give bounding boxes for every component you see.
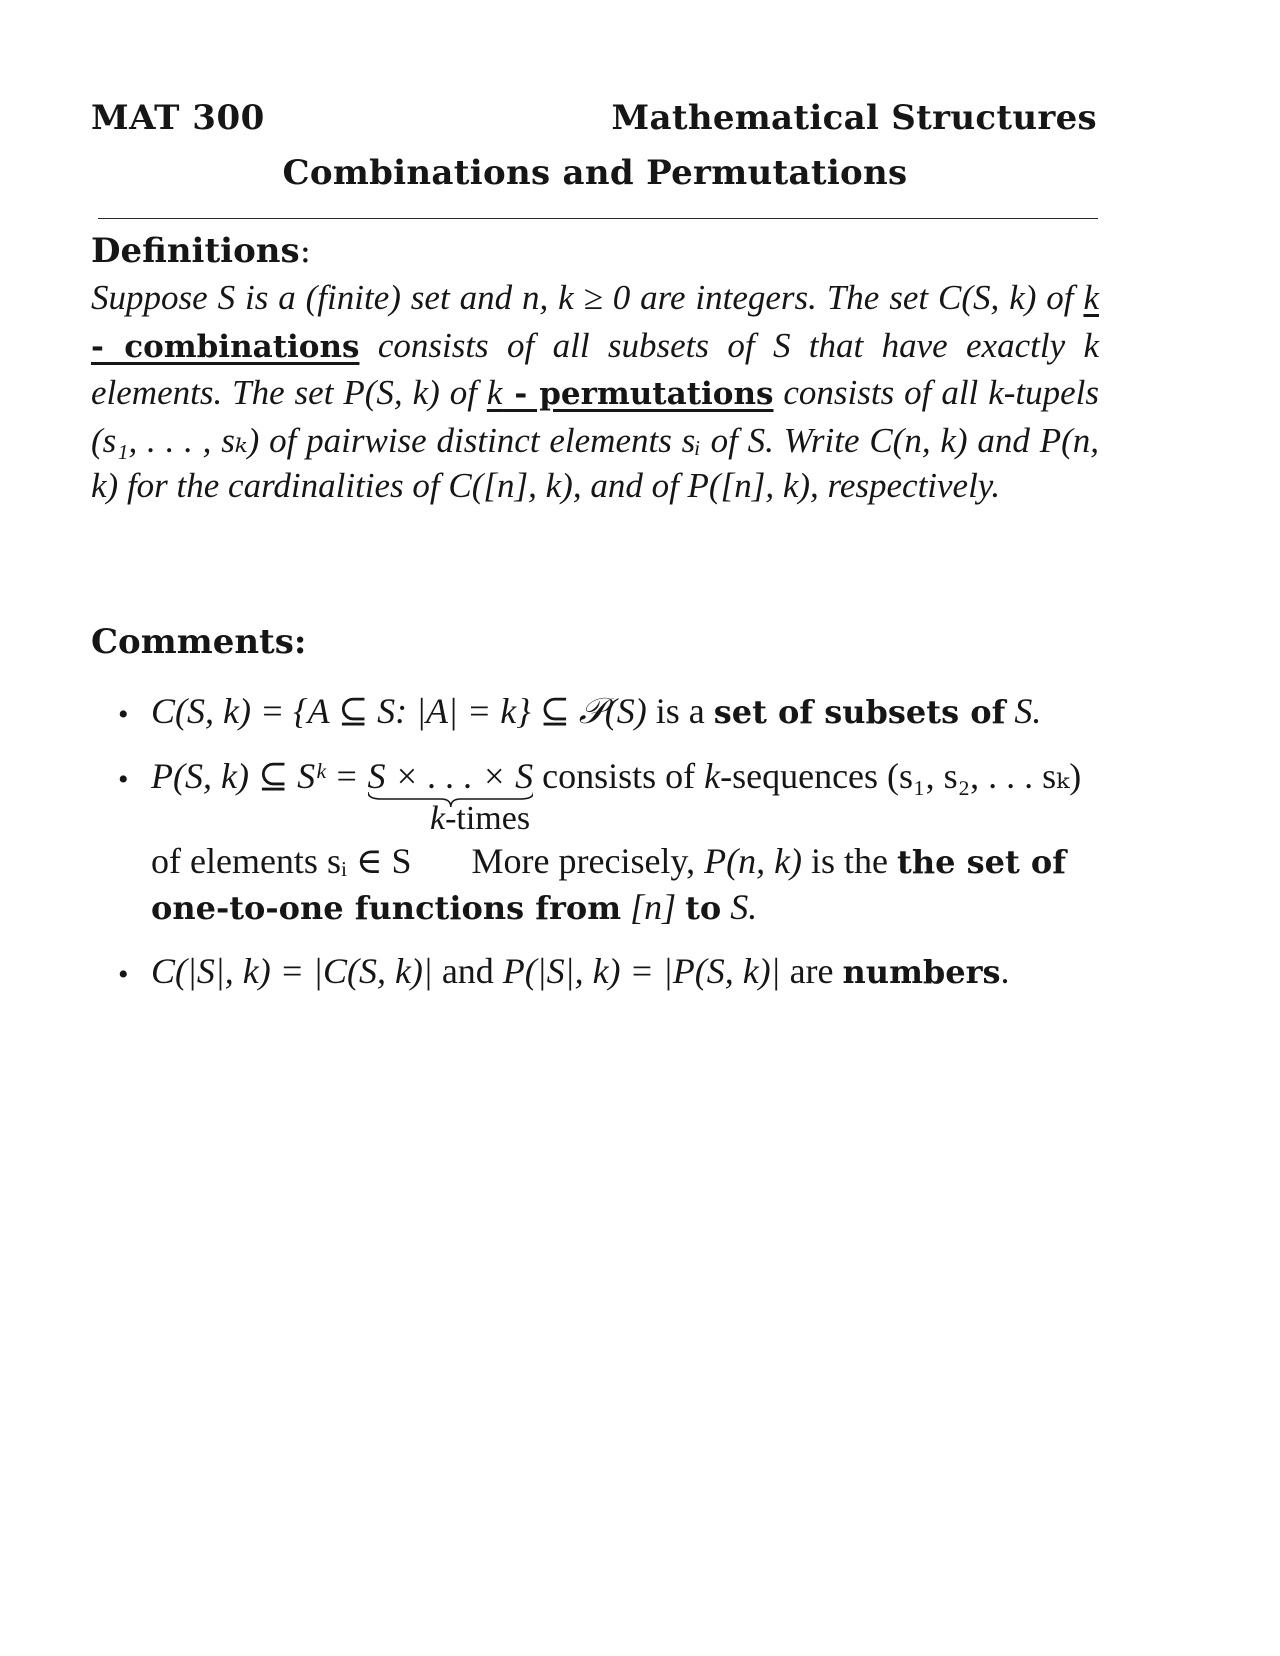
comment-3-bold: numbers	[842, 953, 1001, 991]
bullet-marker: •	[118, 763, 129, 796]
definitions-text-part1: Suppose S is a (finite) set and n, k ≥ 0 are integers. The set C(S, k) of	[91, 278, 1084, 317]
definitions-text-part3: consists of all k-tupels (s₁, . . . , sₖ) of pairwise distinct elements sᵢ of S. Write C(n, k) and P(n, k) for the cardinalities of C([n], k), and of P([n], k), respectively.	[91, 373, 1099, 505]
comment-2-k: k	[704, 756, 721, 796]
comment-3-math2: P(|S|, k) = |P(S, k)|	[502, 951, 781, 991]
term-k-combinations-label: - combinations	[91, 328, 360, 365]
comment-2-math: P(S, k) ⊆ Sᵏ =	[151, 756, 368, 796]
comment-2-line3-end: S.	[721, 887, 758, 927]
comment-1-end: S.	[1005, 691, 1042, 731]
comment-3-text2: are	[780, 951, 843, 991]
term-k-permutations-label: - permutations	[502, 376, 774, 412]
comment-2-text: consists of	[533, 756, 705, 796]
comment-3-end: .	[1000, 951, 1010, 991]
comment-2-line3-math: [n]	[621, 887, 686, 927]
comment-item-2	[151, 755, 1081, 797]
comment-1-math: C(S, k) = {A ⊆ S: |A| = k} ⊆ 𝒫(S)	[151, 691, 647, 731]
comment-3-text: and	[432, 951, 503, 991]
comment-2-line3-bold1: one-to-one functions from	[151, 889, 622, 927]
comment-item-2-line-2	[151, 840, 1066, 882]
document-title: Combinations and Permutations	[282, 153, 908, 193]
definitions-heading-label: Definitions	[91, 231, 300, 271]
comment-1-text: is a	[646, 691, 714, 731]
bullet-marker: •	[118, 698, 129, 731]
definitions-heading-colon: :	[299, 231, 312, 271]
definitions-text-part2: consists of all subsets of S that have exactly k elements. The set P(S, k) of	[91, 325, 1099, 412]
underbrace-group	[368, 755, 534, 797]
comment-3-math1: C(|S|, k) = |C(S, k)|	[151, 951, 433, 991]
comments-heading: Comments:	[91, 622, 307, 662]
underbrace-label-k: k	[430, 800, 446, 837]
comment-item-3	[151, 950, 1010, 992]
comment-2-line2-b: More precisely,	[471, 841, 705, 881]
comment-item-2-line-3	[151, 886, 757, 928]
comment-1-bold: set of subsets of	[713, 693, 1006, 731]
comment-2-line2-c: is the	[802, 841, 898, 881]
term-k-permutations-k: k	[486, 373, 503, 412]
bullet-marker: •	[118, 958, 129, 991]
comment-2-line2-math: P(n, k)	[704, 841, 803, 881]
comment-item-1	[151, 690, 1041, 733]
course-title: Mathematical Structures	[611, 98, 1097, 138]
underbrace-label-text: -times	[445, 800, 531, 837]
underbrace-product: S × . . . × S	[367, 756, 534, 796]
comment-2-text2: -sequences (s₁, s₂, . . . sₖ)	[720, 756, 1082, 796]
underbrace-label	[430, 800, 530, 838]
course-code: MAT 300	[91, 98, 265, 138]
term-k-combinations-k: k	[1083, 278, 1099, 317]
comment-2-line2-a: of elements sᵢ ∈ S	[151, 841, 412, 881]
comment-2-line2-bold: the set of	[897, 843, 1066, 881]
comment-2-line3-bold2: to	[685, 889, 722, 927]
